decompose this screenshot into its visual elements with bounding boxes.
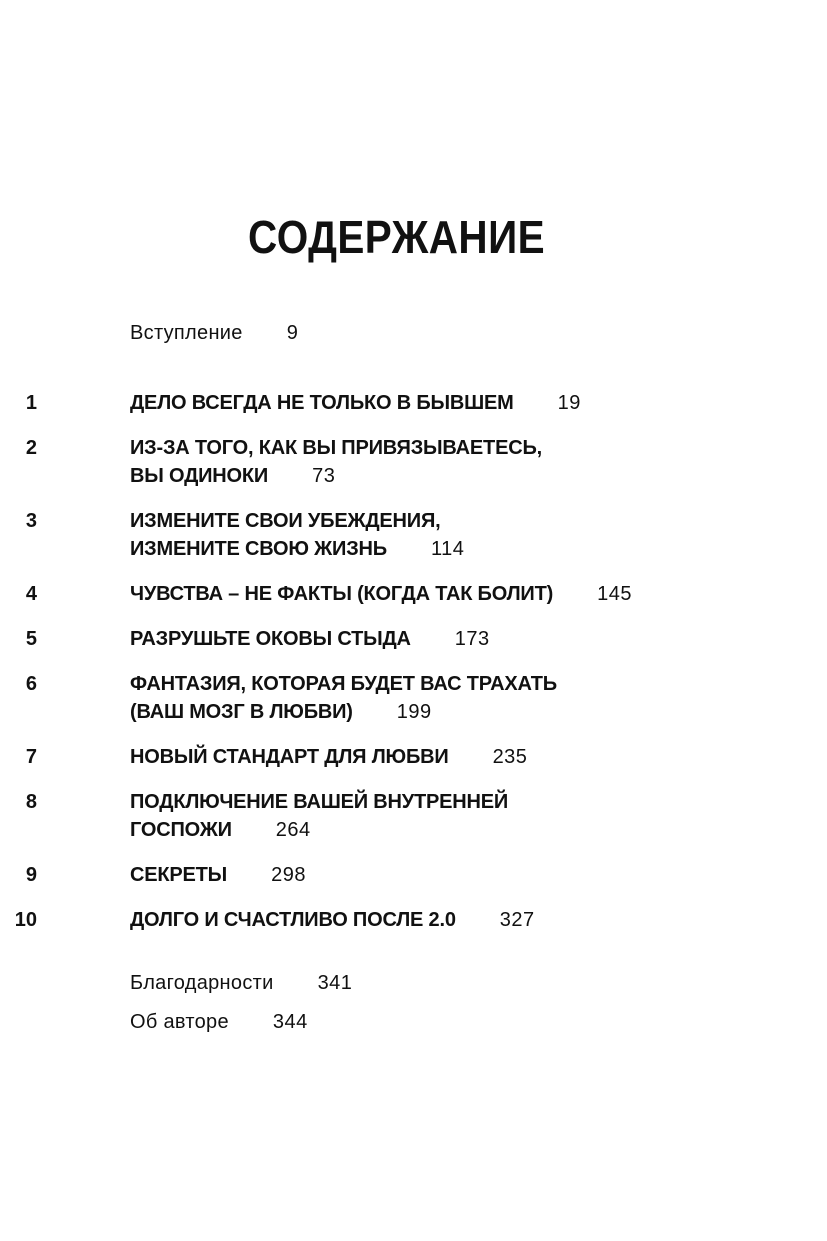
chapter-number: 6 [25,673,37,695]
chapter-title-continued: (ВАШ МОЗГ В ЛЮБВИ) [130,701,353,723]
page-number: 173 [454,628,490,650]
chapter-number: 5 [25,628,37,650]
chapter-number: 8 [25,791,37,813]
page-number: 9 [286,322,299,344]
chapter-number: 3 [25,510,37,532]
chapter-title: ИЗ-ЗА ТОГО, КАК ВЫ ПРИВЯЗЫВАЕТЕСЬ, [130,437,542,459]
page-number: 73 [312,465,336,487]
chapter-title-continued: ИЗМЕНИТЕ СВОЮ ЖИЗНЬ [130,538,387,560]
page-number: 344 [272,1011,308,1033]
page-number: 19 [557,392,581,414]
chapter-title: ЧУВСТВА – НЕ ФАКТЫ (КОГДА ТАК БОЛИТ) [130,583,554,605]
page-number: 298 [271,864,306,886]
chapter-number: 9 [25,864,37,886]
chapter-title-continued: ГОСПОЖИ [130,819,232,841]
chapter-title: ИЗМЕНИТЕ СВОИ УБЕЖДЕНИЯ, [130,510,441,532]
page-number: 264 [275,819,311,841]
chapter-title: ДЕЛО ВСЕГДА НЕ ТОЛЬКО В БЫВШЕМ [130,392,514,414]
entry-label: Об авторе [130,1011,229,1033]
page-number: 114 [430,538,465,560]
chapter-number: 1 [25,392,37,414]
chapter-title: ФАНТАЗИЯ, КОТОРАЯ БУДЕТ ВАС ТРАХАТЬ [130,673,557,695]
chapter-number: 2 [25,437,37,459]
chapter-title: СЕКРЕТЫ [130,864,228,886]
entry-label: Вступление [130,322,243,344]
chapter-number: 4 [25,583,37,605]
chapter-title-continued: ВЫ ОДИНОКИ [130,465,269,487]
page-title: СОДЕРЖАНИЕ [248,211,546,263]
chapter-title: ПОДКЛЮЧЕНИЕ ВАШЕЙ ВНУТРЕННЕЙ [130,791,509,813]
page-number: 235 [492,746,528,768]
chapter-number: 10 [14,909,37,931]
page-number: 145 [597,583,632,605]
chapter-title: ДОЛГО И СЧАСТЛИВО ПОСЛЕ 2.0 [130,909,456,931]
chapter-number: 7 [25,746,37,768]
entry-label: Благодарности [130,972,274,994]
page-number: 341 [317,972,353,994]
page-number: 327 [499,909,535,931]
chapter-title: НОВЫЙ СТАНДАРТ ДЛЯ ЛЮБВИ [130,746,449,768]
chapter-title: РАЗРУШЬТЕ ОКОВЫ СТЫДА [130,628,411,650]
page-number: 199 [396,701,432,723]
